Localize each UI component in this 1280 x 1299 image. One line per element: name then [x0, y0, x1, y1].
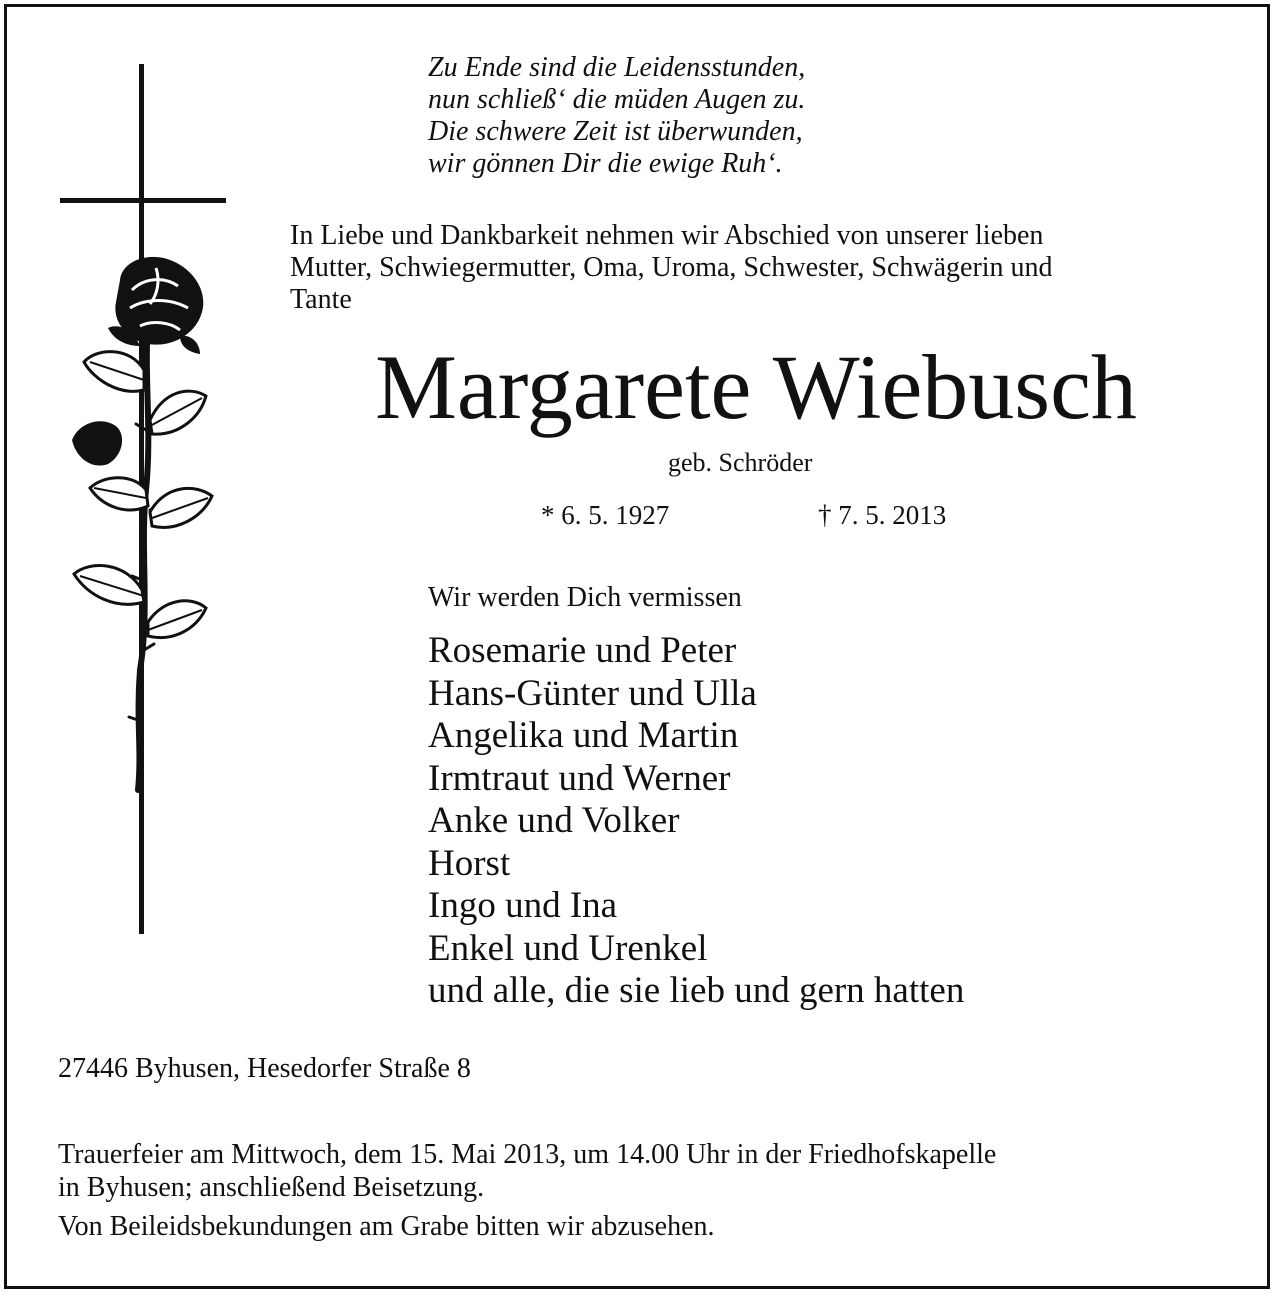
- mourner-entry: und alle, die sie lieb und gern hatten: [428, 970, 965, 1011]
- mourner-entry: Hans-Günter und Ulla: [428, 672, 757, 714]
- poem: [428, 52, 805, 180]
- poem-line: nun schließ‘ die müden Augen zu.: [428, 84, 806, 115]
- mourner-entry: Anke und Volker: [428, 800, 680, 841]
- poem-line: wir gönnen Dir die ewige Ruh‘.: [428, 148, 783, 179]
- funeral-info: [58, 1138, 996, 1204]
- mourner-entry: Enkel und Urenkel: [428, 927, 708, 969]
- intro-text: [290, 220, 1250, 316]
- intro-line: Tante: [290, 284, 352, 315]
- mourner-entry: Angelika und Martin: [428, 715, 739, 756]
- mourner-entry: Horst: [428, 842, 511, 884]
- intro-line: Mutter, Schwiegermutter, Oma, Uroma, Schwester, Schwägerin und: [290, 252, 1053, 283]
- death-date: † 7. 5. 2013: [818, 500, 947, 530]
- condolence-note: Von Beileidsbekundungen am Grabe bitten wir abzusehen.: [58, 1211, 715, 1242]
- poem-line: Zu Ende sind die Leidensstunden,: [428, 52, 806, 83]
- birth-date: * 6. 5. 1927: [541, 500, 670, 530]
- funeral-line: in Byhusen; anschließend Beisetzung.: [58, 1172, 485, 1203]
- mourner-entry: Irmtraut und Werner: [428, 757, 731, 799]
- address: 27446 Byhusen, Hesedorfer Straße 8: [58, 1053, 471, 1084]
- mourner-entry: Rosemarie und Peter: [428, 630, 737, 671]
- intro-line: In Liebe und Dankbarkeit nehmen wir Abschied von unserer lieben: [290, 220, 1044, 251]
- poem-line: Die schwere Zeit ist überwunden,: [428, 116, 803, 147]
- deceased-name: Margarete Wiebusch: [375, 336, 1137, 438]
- funeral-line: Trauerfeier am Mittwoch, dem 15. Mai 2013, um 14.00 Uhr in der Friedhofskapelle: [58, 1139, 997, 1170]
- maiden-name: geb. Schröder: [668, 448, 813, 477]
- mourners-list: [428, 630, 964, 1013]
- mourners-heading: Wir werden Dich vermissen: [428, 582, 742, 613]
- mourner-entry: Ingo und Ina: [428, 885, 618, 926]
